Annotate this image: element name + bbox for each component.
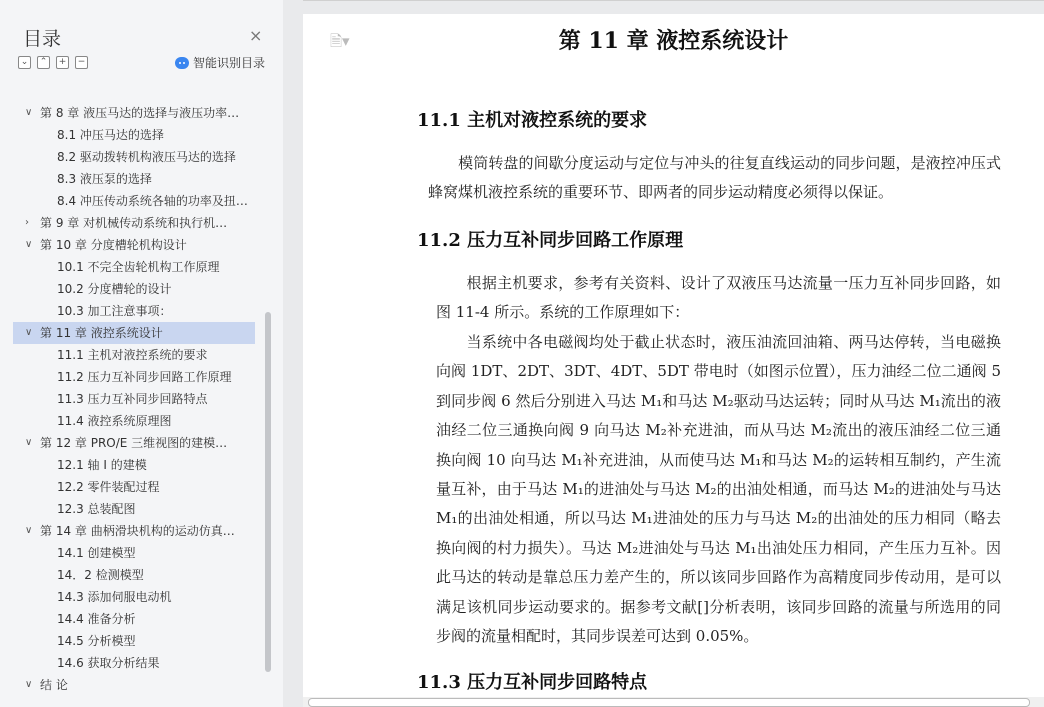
toc-section-item[interactable] xyxy=(13,564,255,586)
paragraph-1: 模筒转盘的间歇分度运动与定位与冲头的往复直线运动的同步问题，是液控冲压式蜂窝煤机液控系统的重要环节、即两者的同步运动精度必须得以保证。 xyxy=(428,154,1001,202)
chevron-down-icon[interactable]: ∨ xyxy=(25,107,33,118)
paragraph-3: 当系统中各电磁阀均处于截止状态时，液压油流回油箱、两马达停转，当电磁换向阀 1DT、2DT、3DT、4DT、5DT 带电时（如图示位置），压力油经二位二通阀 5 到同步阀 6 然后分别进入马达 M₁和马达 M₂驱动马达运转；同时从马达 M₁流出的液油经二位三通换向阀 9 向马达 M₂补充进油，而从马达 M₂流出的液压油经二位三通换向阀 10 向马达 M₁补充进油，从而使马达 M₁和马达 M₂的运转相互制约，产生流量互补，由于马达 M₁的进油处与马达 M₂的出油处相通，而马达 M₂的进油处与马达 M₁的出油处相通，所以马达 M₁进油处的压力与马达 M₂的出油处的压力相同（略去换向阀的村力损失）。马达 M₂进油处与马达 M₁出油处压力相同，产生压力互补。因此马达的转动是靠总压力差产生的，所以该同步回路作为高精度同步传动用，是可以满足该机同步运动要求的。据参考文献[]分析表明，该同步回路的流量与所选用的同步阀的流量相配时，其同步误差可达到 0.05%。 xyxy=(436,333,1001,646)
toc-item-label: 11.4 液控系统原理图 xyxy=(57,414,172,428)
toc-section-item[interactable] xyxy=(13,410,255,432)
toc-item-label: 第 12 章 PRO/E 三维视图的建模… xyxy=(40,436,228,450)
toc-item-label: 11.1 主机对液控系统的要求 xyxy=(57,348,208,362)
scroll-thumb[interactable] xyxy=(308,698,1030,707)
toc-item-label: 第 11 章 液控系统设计 xyxy=(40,326,163,340)
chevron-down-icon[interactable]: ∨ xyxy=(25,327,33,338)
toc-section-item[interactable] xyxy=(13,498,255,520)
toc-section-item[interactable] xyxy=(13,388,255,410)
toc-section-item[interactable] xyxy=(13,168,255,190)
toc-sidebar xyxy=(0,0,283,707)
toc-section-item[interactable] xyxy=(13,300,255,322)
toc-item-label: 11.3 压力互补同步回路特点 xyxy=(57,392,208,406)
toc-item-label: 第 8 章 液压马达的选择与液压功率… xyxy=(40,106,240,120)
toc-chapter-item[interactable] xyxy=(13,102,255,124)
toc-title: 目录 xyxy=(23,28,62,50)
toc-item-label: 14.3 添加伺服电动机 xyxy=(57,590,172,604)
toc-item-label: 8.2 驱动拨转机构液压马达的选择 xyxy=(57,150,236,164)
toc-section-item[interactable] xyxy=(13,190,255,212)
toc-item-label: 10.2 分度槽轮的设计 xyxy=(57,282,172,296)
toc-item-label: 14.1 创建模型 xyxy=(57,546,136,560)
document-icon[interactable]: 🗎▾ xyxy=(330,32,350,50)
remove-icon[interactable]: − xyxy=(75,56,88,69)
toc-item-label: 14.6 获取分析结果 xyxy=(57,656,160,670)
toc-chapter-item[interactable] xyxy=(13,432,255,454)
toc-section-item[interactable] xyxy=(13,366,255,388)
toc-section-item[interactable] xyxy=(13,652,255,674)
toc-section-item[interactable] xyxy=(13,630,255,652)
toc-chapter-item[interactable] xyxy=(13,212,255,234)
smart-toc-button[interactable] xyxy=(175,54,265,71)
toc-chapter-item[interactable] xyxy=(13,322,255,344)
toc-item-label: 12.3 总装配图 xyxy=(57,502,136,516)
toc-scrollbar[interactable] xyxy=(265,312,271,672)
ai-icon xyxy=(175,57,189,69)
paragraph-2: 根据主机要求，参考有关资料、设计了双液压马达流量一压力互补同步回路，如图 11-4 所示。系统的工作原理如下： xyxy=(436,274,1001,322)
horizontal-scrollbar[interactable] xyxy=(303,697,1044,707)
chevron-right-icon[interactable]: › xyxy=(25,217,29,228)
toc-item-label: 14.5 分析模型 xyxy=(57,634,136,648)
toc-item-label: 第 9 章 对机械传动系统和执行机… xyxy=(40,216,228,230)
section-heading-2: 11.2 压力互补同步回路工作原理 xyxy=(417,230,684,251)
toc-item-label: 结 论 xyxy=(40,678,68,692)
toc-item-label: 8.1 冲压马达的选择 xyxy=(57,128,164,142)
toc-section-item[interactable] xyxy=(13,542,255,564)
chapter-title: 第 11 章 液控系统设计 xyxy=(558,28,789,54)
toc-section-item[interactable] xyxy=(13,256,255,278)
toc-toolbar xyxy=(18,56,88,69)
toc-item-label: 12.2 零件装配过程 xyxy=(57,480,160,494)
toc-item-label: 第 10 章 分度槽轮机构设计 xyxy=(40,238,187,252)
expand-down-icon[interactable]: ⌄ xyxy=(18,56,31,69)
toc-item-label: 第 14 章 曲柄滑块机构的运动仿真… xyxy=(40,524,235,538)
toc-list xyxy=(13,78,258,702)
toc-chapter-item[interactable] xyxy=(13,520,255,542)
toc-section-item[interactable] xyxy=(13,124,255,146)
close-icon[interactable]: × xyxy=(249,26,263,45)
toc-item-label: 14．2 检测模型 xyxy=(57,568,144,582)
toc-item-label: 10.3 加工注意事项： xyxy=(57,304,172,318)
toc-chapter-item[interactable] xyxy=(13,674,255,696)
document-page xyxy=(303,14,1044,707)
chevron-down-icon[interactable]: ∨ xyxy=(25,437,33,448)
toc-item-label: 14.4 准备分析 xyxy=(57,612,136,626)
collapse-up-icon[interactable]: ⌃ xyxy=(37,56,50,69)
section-heading-3: 11.3 压力互补同步回路特点 xyxy=(417,672,648,693)
toc-section-item[interactable] xyxy=(13,586,255,608)
add-icon[interactable]: + xyxy=(56,56,69,69)
doc-gutter xyxy=(283,0,303,707)
chevron-down-icon[interactable]: ∨ xyxy=(25,525,33,536)
toc-item-label: 11.2 压力互补同步回路工作原理 xyxy=(57,370,232,384)
chevron-down-icon[interactable]: ∨ xyxy=(25,239,33,250)
toc-section-item[interactable] xyxy=(13,146,255,168)
toc-panel xyxy=(13,12,271,702)
toc-section-item[interactable] xyxy=(13,278,255,300)
toc-section-item[interactable] xyxy=(13,608,255,630)
section-heading-1: 11.1 主机对液控系统的要求 xyxy=(417,110,648,131)
chevron-down-icon[interactable]: ∨ xyxy=(25,679,33,690)
toc-chapter-item[interactable] xyxy=(13,234,255,256)
smart-toc-label: 智能识别目录 xyxy=(193,56,266,70)
toc-item-label: 12.1 轴 I 的建模 xyxy=(57,458,147,472)
toc-item-label: 10.1 不完全齿轮机构工作原理 xyxy=(57,260,220,274)
toc-section-item[interactable] xyxy=(13,344,255,366)
toc-section-item[interactable] xyxy=(13,476,255,498)
toc-section-item[interactable] xyxy=(13,454,255,476)
toc-item-label: 8.4 冲压传动系统各轴的功率及扭… xyxy=(57,194,248,208)
toc-item-label: 8.3 液压泵的选择 xyxy=(57,172,152,186)
